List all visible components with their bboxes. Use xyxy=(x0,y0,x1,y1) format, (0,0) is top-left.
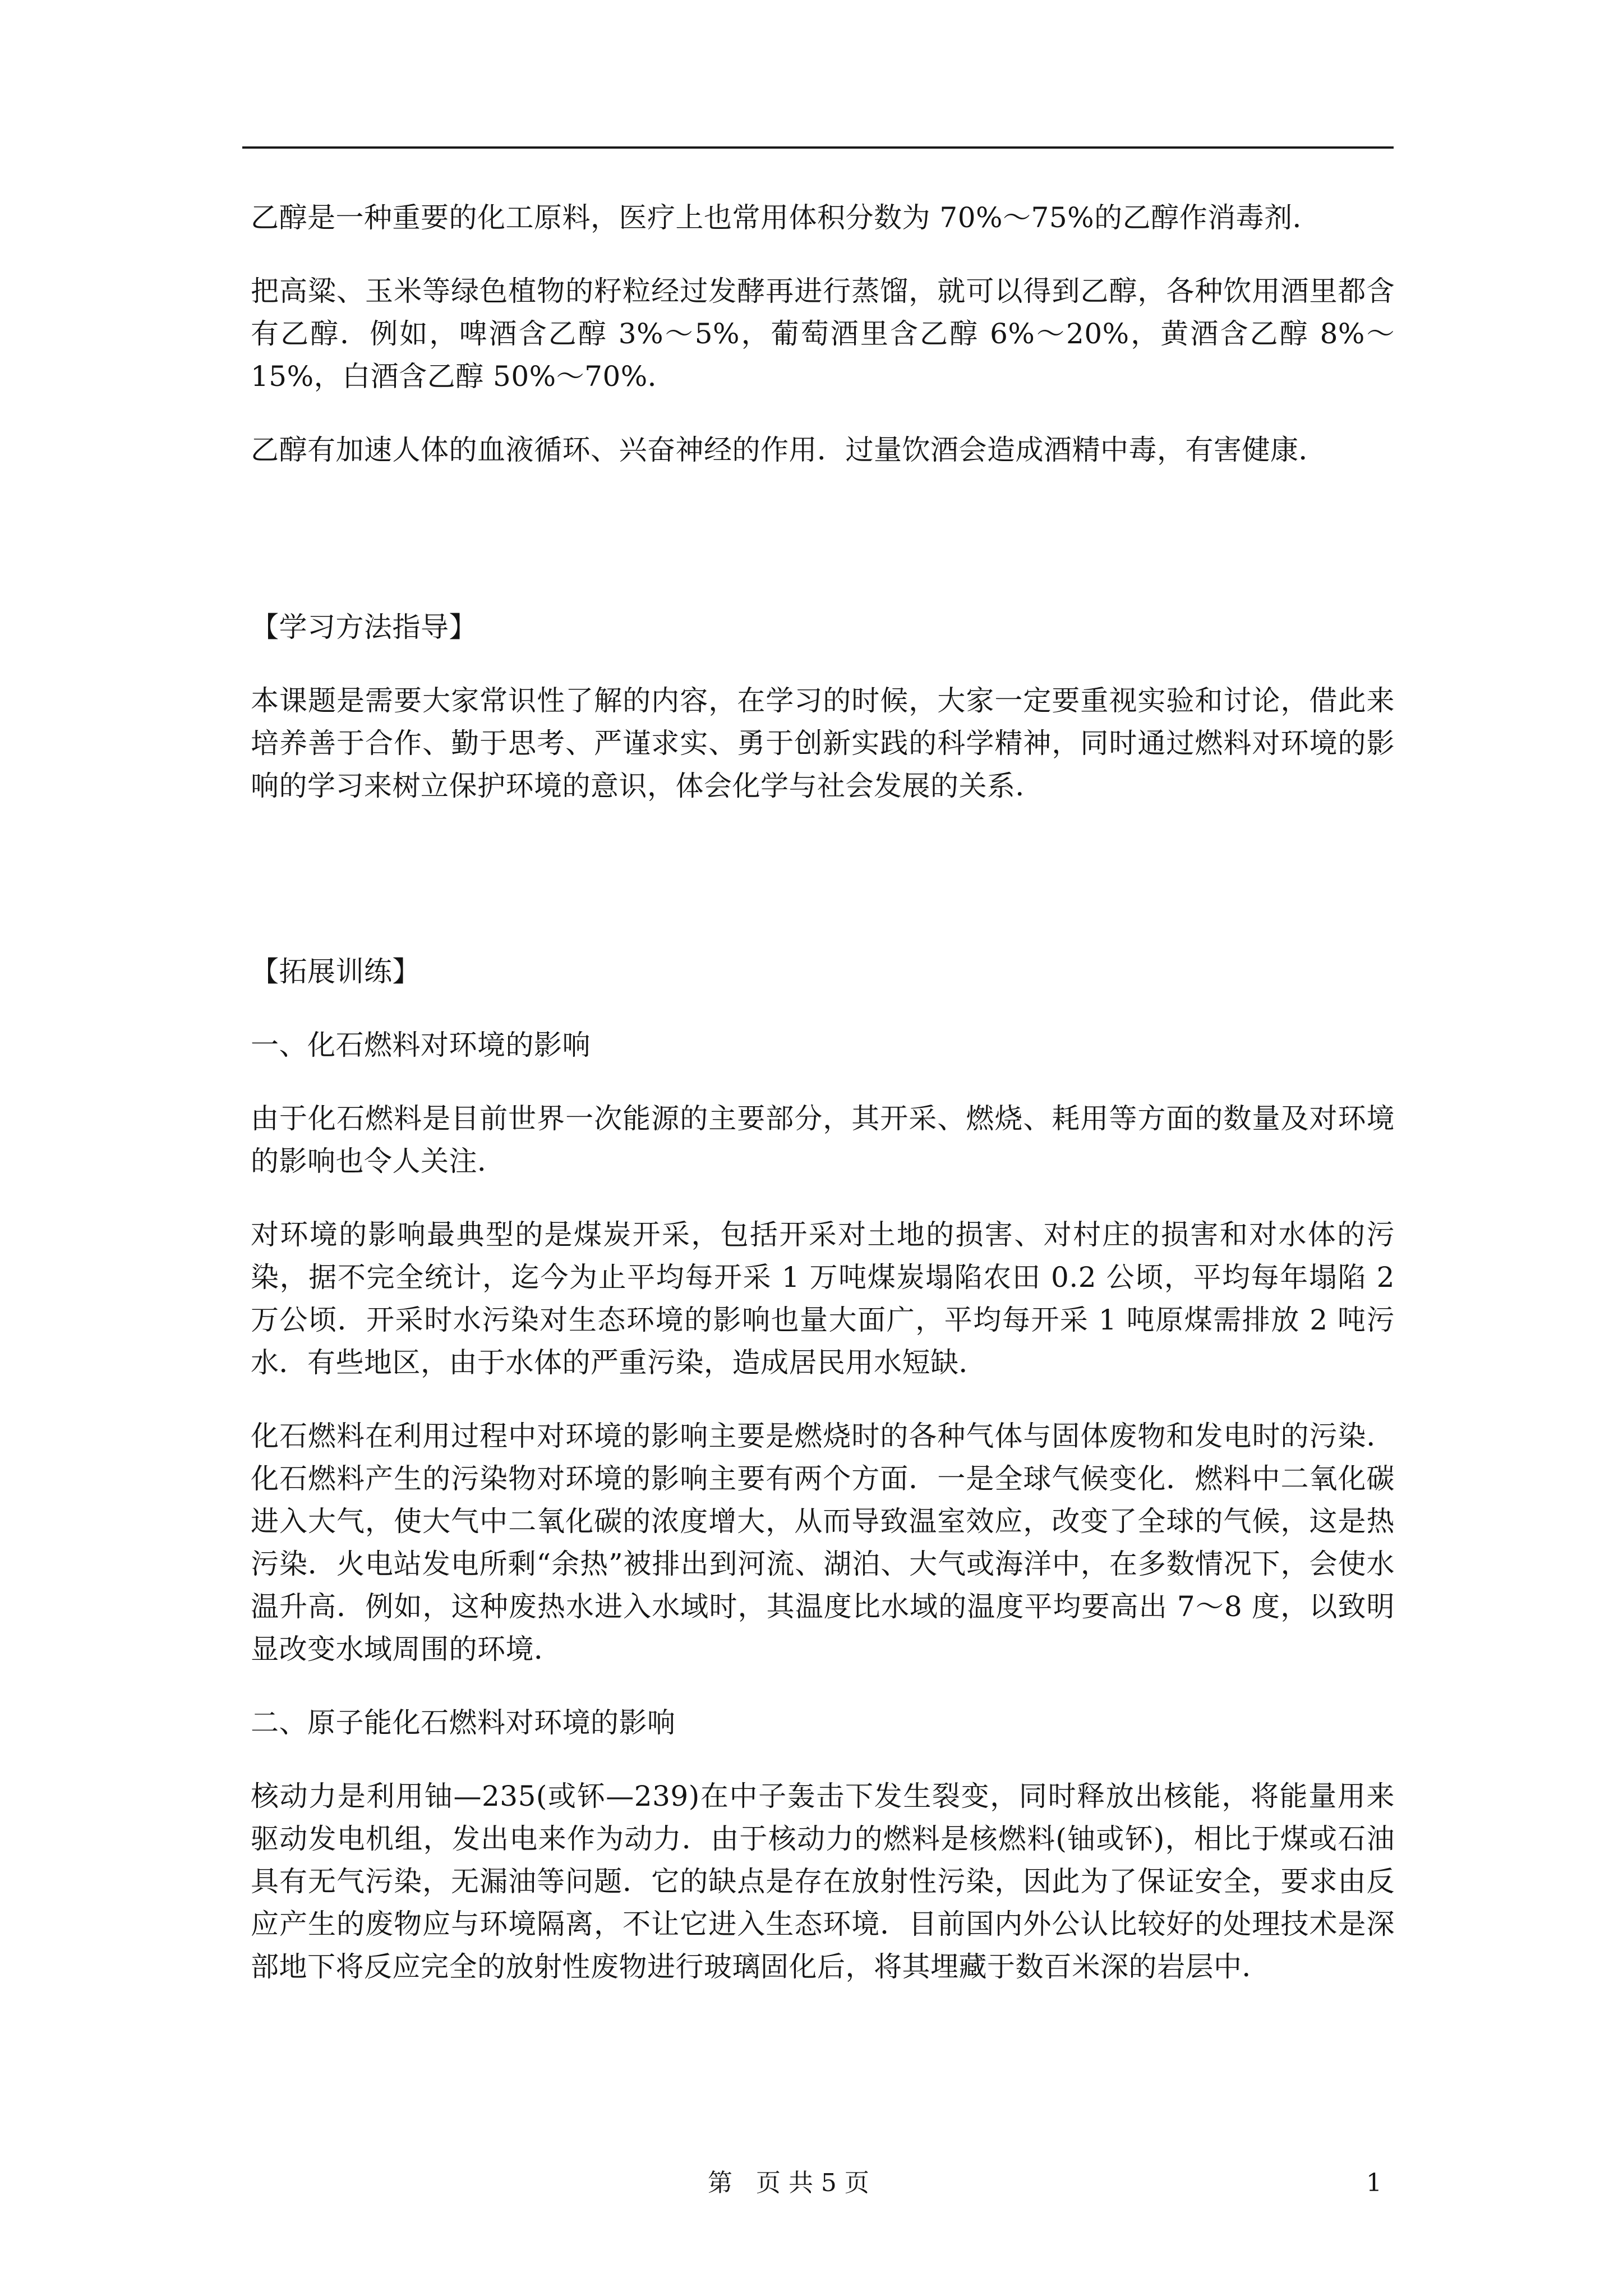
paragraph-coal-mining: 对环境的影响最典型的是煤炭开采，包括开采对土地的损害、对村庄的损害和对水体的污染，据不完全统计，迄今为止平均每开采 1 万吨煤炭塌陷农田 0.2 公顷，平均每年塌陷 2 万公顷．开采时水污染对生态环境的影响也量大面广，平均每开采 1 吨原煤需排放 2 吨污水．有些地区，由于水体的严重污染，造成居民用水短缺． xyxy=(251,1218,1395,1379)
paragraph-study-method: 本课题是需要大家常识性了解的内容，在学习的时候，大家一定要重视实验和讨论，借此来培养善于合作、勤于思考、严谨求实、勇于创新实践的科学精神，同时通过燃料对环境的影响的学习来树立保护环境的意识，体会化学与社会发展的关系． xyxy=(251,684,1395,802)
document-body xyxy=(251,196,1395,1988)
subheading-nuclear-impact: 二、原子能化石燃料对环境的影响 xyxy=(251,1706,676,1739)
paragraph-ethanol-production: 把高粱、玉米等绿色植物的籽粒经过发酵再进行蒸馏，就可以得到乙醇，各种饮用酒里都含有乙醇．例如，啤酒含乙醇 3%～5%，葡萄酒里含乙醇 6%～20%，黄酒含乙醇 8%～15%，白酒含乙醇 50%～70%． xyxy=(251,275,1395,393)
page-label: 第 页 共 5 页 xyxy=(708,2169,869,2197)
paragraph-ethanol-use: 乙醇是一种重要的化工原料，医疗上也常用体积分数为 70%～75%的乙醇作消毒剂． xyxy=(251,201,1321,234)
section-heading-extension-training: 【拓展训练】 xyxy=(251,955,421,988)
paragraph-fossil-fuel-pollution: 化石燃料在利用过程中对环境的影响主要是燃烧时的各种气体与固体废物和发电时的污染．化石燃料产生的污染物对环境的影响主要有两个方面．一是全球气候变化．燃料中二氧化碳进入大气，使大气中二氧化碳的浓度增大，从而导致温室效应，改变了全球的气候，这是热污染．火电站发电所剩“余热”被排出到河流、湖泊、大气或海洋中，在多数情况下，会使水温升高．例如，这种废热水进入水域时，其温度比水域的温度平均要高出 7～8 度，以致明显改变水域周围的环境． xyxy=(251,1420,1395,1665)
paragraph-ethanol-health: 乙醇有加速人体的血液循环、兴奋神经的作用．过量饮酒会造成酒精中毒，有害健康． xyxy=(251,434,1327,466)
page-number: 1 xyxy=(1366,2169,1382,2197)
section-heading-study-method: 【学习方法指导】 xyxy=(251,611,477,643)
paragraph-nuclear-power: 核动力是利用铀—235(或钚—239)在中子轰击下发生裂变，同时释放出核能，将能量用来驱动发电机组，发出电来作为动力．由于核动力的燃料是核燃料(铀或钚)，相比于煤或石油具有无气污染，无漏油等问题．它的缺点是存在放射性污染，因此为了保证安全，要求由反应产生的废物应与环境隔离，不让它进入生态环境．目前国内外公认比较好的处理技术是深部地下将反应完全的放射性废物进行玻璃固化后，将其埋藏于数百米深的岩层中． xyxy=(251,1780,1395,1983)
paragraph-fossil-fuel-intro: 由于化石燃料是目前世界一次能源的主要部分，其开采、燃烧、耗用等方面的数量及对环境的影响也令人关注． xyxy=(251,1102,1395,1177)
subheading-fossil-fuel-impact: 一、化石燃料对环境的影响 xyxy=(251,1029,591,1061)
header-rule xyxy=(242,146,1394,149)
page-footer xyxy=(0,2166,1623,2200)
